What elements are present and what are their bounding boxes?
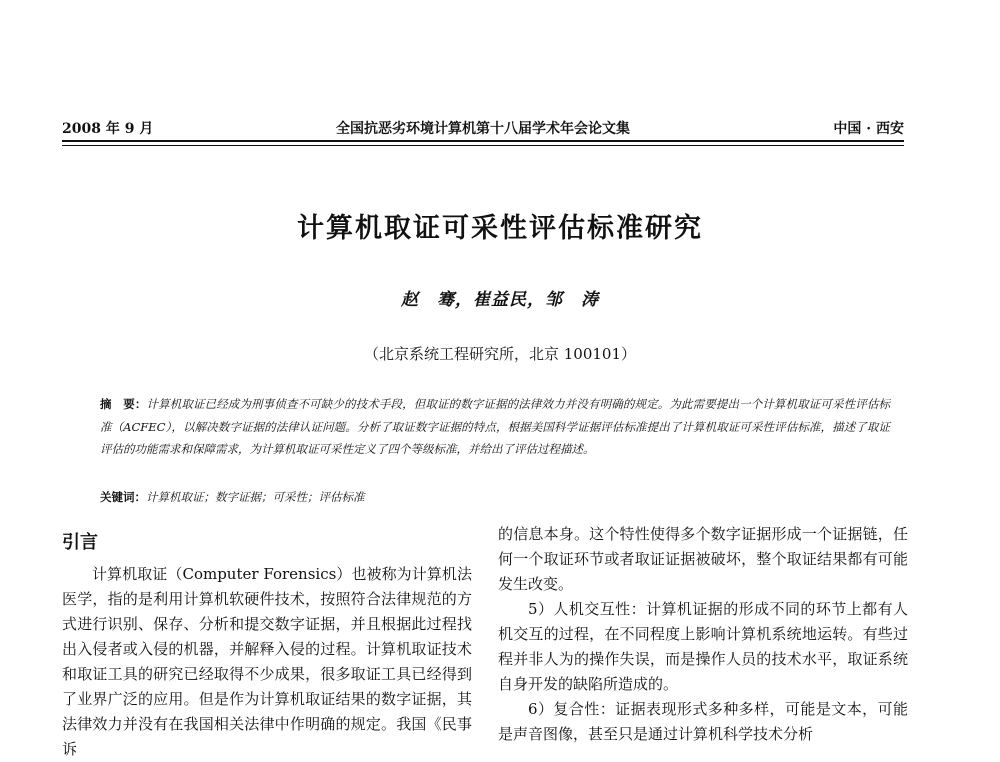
left-column (62, 530, 472, 762)
abstract (100, 393, 890, 461)
right-column (498, 522, 908, 747)
paper-authors: 赵 骞，崔益民，邹 涛 (401, 290, 599, 310)
keywords-label: 关键词： (100, 490, 146, 504)
keywords-text: 计算机取证；数字证据；可采性；评估标准 (146, 490, 365, 504)
header-place: 中国 · 西安 (833, 121, 904, 137)
body-paragraph: 计算机取证（Computer Forensics）也被称为计算机法医学，指的是利用计算机软硬件技术，按照符合法律规范的方式进行识别、保存、分析和提交数字证据，并且根据此过程找出入侵者或入侵的机器，并解释入侵的过程。计算机取证技术和取证工具的研究已经取得不少成果，很多取证工具已经得到了业界广泛的应用。但是作为计算机取证结果的数字证据，其法律效力并没有在我国相关法律中作明确的规定。我国《民事诉 (62, 565, 472, 758)
paper-affiliation: （北京系统工程研究所，北京 100101） (363, 345, 637, 363)
running-header (62, 114, 904, 138)
header-rule-thick (62, 140, 904, 142)
keywords (100, 486, 890, 508)
header-date: 2008 年 9 月 (62, 121, 154, 137)
paper-title: 计算机取证可采性评估标准研究 (297, 213, 703, 244)
header-series-title: 全国抗恶劣环境计算机第十八届学术年会论文集 (336, 121, 630, 137)
body-paragraph: 的信息本身。这个特性使得多个数字证据形成一个证据链，任何一个取证环节或者取证证据被破坏，整个取证结果都有可能发生改变。 (498, 525, 908, 593)
body-paragraph: 6）复合性：证据表现形式多种多样，可能是文本，可能是声音图像，甚至只是通过计算机科学技术分析 (498, 700, 908, 743)
section-heading-introduction: 引言 (62, 532, 98, 553)
body-paragraph: 5）人机交互性：计算机证据的形成不同的环节上都有人机交互的过程，在不同程度上影响计算机系统地运转。有些过程并非人为的操作失误，而是操作人员的技术水平，取证系统自身开发的缺陷所造成的。 (498, 600, 908, 693)
header-rule-thin (62, 145, 904, 146)
abstract-text: 计算机取证已经成为刑事侦查不可缺少的技术手段，但取证的数字证据的法律效力并没有明确的规定。为此需要提出一个计算机取证可采性评估标准（ACFEC），以解决数字证据的法律认证问题。分析了取证数字证据的特点，根据美国科学证据评估标准提出了计算机取证可采性评估标准，描述了取证评估的功能需求和保障需求，为计算机取证可采性定义了四个等级标准，并给出了评估过程描述。 (100, 397, 890, 457)
abstract-label: 摘 要： (100, 397, 147, 411)
